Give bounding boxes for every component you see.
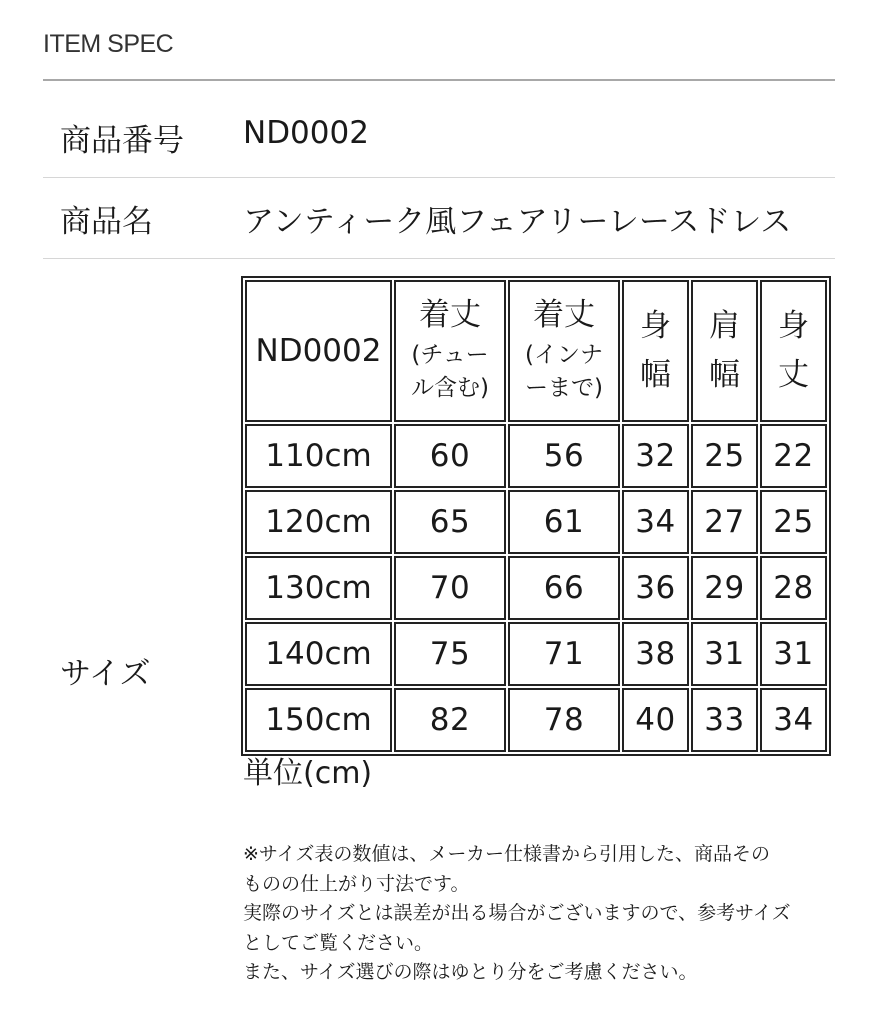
size-cell: 120cm — [245, 490, 392, 554]
value-cell: 61 — [508, 490, 620, 554]
section-title: ITEM SPEC — [43, 30, 174, 58]
table-row — [245, 424, 827, 488]
disclaimer-line: 実際のサイズとは誤差が出る場合がございますので、参考サイズ — [243, 902, 791, 924]
header-shoulder-width — [691, 280, 758, 422]
value-cell: 40 — [622, 688, 689, 752]
product-name-value: アンティーク風フェアリーレースドレス — [243, 204, 792, 240]
value-cell: 34 — [760, 688, 827, 752]
value-cell: 34 — [622, 490, 689, 554]
table-row — [245, 556, 827, 620]
value-cell: 66 — [508, 556, 620, 620]
value-cell: 82 — [394, 688, 506, 752]
disclaimer-line: また、サイズ選びの際はゆとり分をご考慮ください。 — [243, 961, 698, 983]
header-sub: (インナ — [525, 342, 603, 368]
value-cell: 60 — [394, 424, 506, 488]
header-char: 身 — [778, 308, 809, 344]
header-char: 幅 — [709, 357, 740, 393]
header-main: 着丈 — [533, 297, 595, 333]
value-cell: 31 — [691, 622, 758, 686]
size-table — [241, 276, 831, 756]
size-table-header-row — [245, 280, 827, 422]
value-cell: 38 — [622, 622, 689, 686]
header-char: 丈 — [778, 357, 809, 393]
value-cell: 28 — [760, 556, 827, 620]
header-sub: ーまで) — [525, 375, 603, 401]
table-row — [245, 490, 827, 554]
row-divider — [43, 258, 835, 259]
corner-text: ND0002 — [255, 332, 382, 369]
size-cell: 150cm — [245, 688, 392, 752]
size-cell: 140cm — [245, 622, 392, 686]
header-char: 肩 — [709, 308, 740, 344]
value-cell: 33 — [691, 688, 758, 752]
product-number-label: 商品番号 — [60, 123, 184, 159]
header-sub: ル含む) — [411, 375, 489, 401]
value-cell: 22 — [760, 424, 827, 488]
size-cell: 110cm — [245, 424, 392, 488]
size-table-corner — [245, 280, 392, 422]
table-row — [245, 688, 827, 752]
value-cell: 36 — [622, 556, 689, 620]
size-label: サイズ — [60, 656, 151, 692]
value-cell: 70 — [394, 556, 506, 620]
value-cell: 71 — [508, 622, 620, 686]
value-cell: 75 — [394, 622, 506, 686]
product-name-label: 商品名 — [60, 204, 153, 240]
disclaimer-line: ものの仕上がり寸法です。 — [243, 872, 470, 895]
section-divider — [43, 79, 835, 81]
value-cell: 32 — [622, 424, 689, 488]
disclaimer-line: ※サイズ表の数値は、メーカー仕様書から引用した、商品その — [243, 843, 771, 865]
header-sub: (チュー — [411, 342, 489, 368]
size-cell: 130cm — [245, 556, 392, 620]
value-cell: 65 — [394, 490, 506, 554]
value-cell: 78 — [508, 688, 620, 752]
unit-note: 単位(cm) — [243, 756, 373, 791]
value-cell: 25 — [691, 424, 758, 488]
header-length-inner — [508, 280, 620, 422]
header-length-tulle — [394, 280, 506, 422]
header-char: 身 — [640, 308, 671, 344]
value-cell: 25 — [760, 490, 827, 554]
value-cell: 31 — [760, 622, 827, 686]
header-char: 幅 — [640, 357, 671, 393]
size-disclaimer — [243, 840, 843, 988]
product-number-value: ND0002 — [243, 115, 369, 151]
header-main: 着丈 — [419, 297, 481, 333]
disclaimer-line: としてご覧ください。 — [243, 931, 434, 954]
value-cell: 27 — [691, 490, 758, 554]
value-cell: 56 — [508, 424, 620, 488]
header-body-length — [760, 280, 827, 422]
value-cell: 29 — [691, 556, 758, 620]
table-row — [245, 622, 827, 686]
header-body-width — [622, 280, 689, 422]
row-divider — [43, 177, 835, 178]
